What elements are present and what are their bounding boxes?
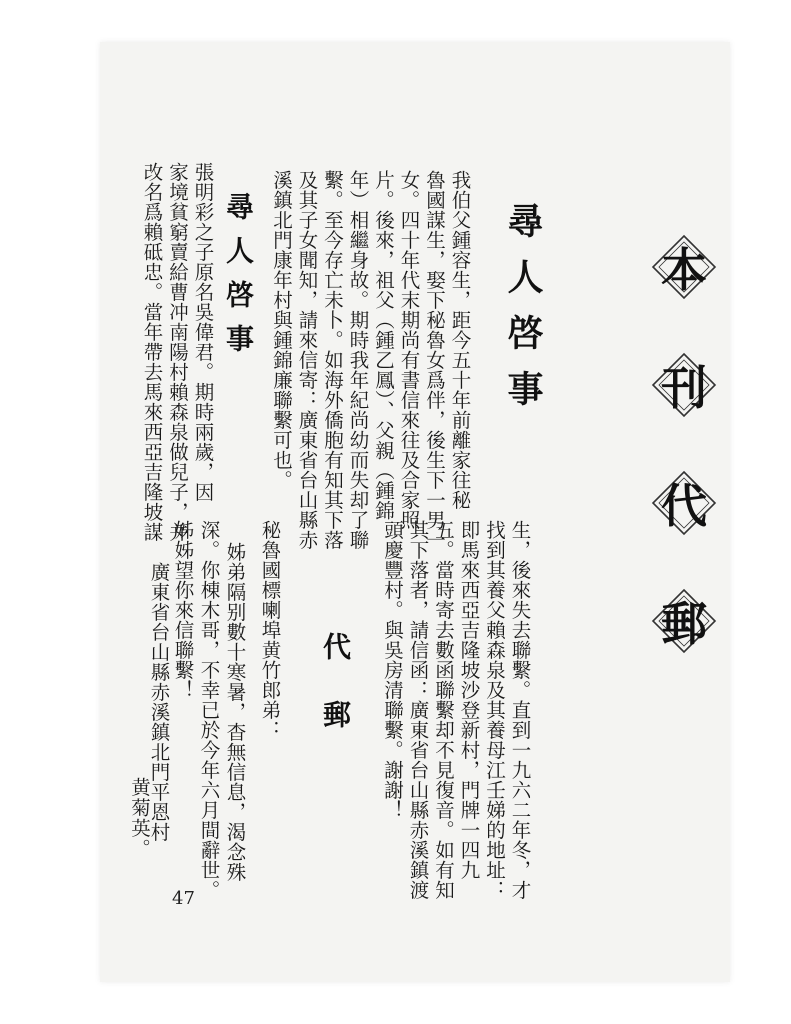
banner-char-text: 郵 [661,597,707,651]
notice2-column: 改名爲賴砥忠。當年帶去馬來西亞吉隆坡謀 [140,162,164,542]
notice2-cont-column: 即馬來西亞吉隆坡沙登新村，門牌一四九 [457,520,481,880]
banner-char-3 [651,470,717,536]
notice1-column: 年）相繼身故。期時我年紀尚幼而失却了聯 [346,170,370,550]
notice2-cont-column: 生，後來失去聯繫。直到一九六二年冬，才 [508,520,532,900]
banner-char-text: 代 [661,479,707,533]
notice2-column: 張明彩之子原名吳偉君。期時兩歲，因 [191,162,215,502]
banner-char-text: 刊 [661,361,707,415]
banner-char-4 [651,588,717,654]
notice1-heading: 尋人啓事 [502,202,544,426]
notice1-column: 我伯父鍾容生，距今五十年前離家往秘 [448,170,472,510]
notice2-cont-column: 頭慶豐村。與吳房清聯繫。謝謝！ [381,520,404,820]
notice1-column: 魯國謀生，娶下秘魯女爲伴，後生下一男一 [423,170,446,550]
notice1-column: 溪鎮北門康年村與鍾錦廉聯繫可也。 [270,170,293,490]
banner-char-2 [651,352,717,418]
letter-column: 廣東省台山縣赤溪鎮北門平恩村 [147,562,171,842]
letter-column: 姊姊望你來信聯繫！ [171,520,195,700]
page-paper [100,42,730,982]
notice2-cont-column: 其下落者，請信函：廣東省台山縣赤溪鎮渡 [406,520,430,900]
notice1-column: 繫。至今存亡未卜。如海外僑胞有知其下落 [321,170,344,550]
notice2-heading: 尋人啓事 [222,192,255,368]
notice1-column: 及其子女聞知，請來信寄：廣東省台山縣赤 [295,170,319,550]
letter-column: 秘魯國標喇埠黄竹郎弟： [258,520,282,740]
notice1-column: 女。四十年代末期尚有書信來往及合家照 [397,170,421,530]
notice1-column: 片。後來，祖父（鍾乙鳳）、父親（鍾錦 [372,170,395,521]
banner-char-text: 本 [661,243,707,297]
page-number: 47 [172,888,195,909]
letter-column: 深。你棟木哥，不幸已於今年六月間辭世。 [197,520,221,900]
letter-column: 姊弟隔别數十寒暑，杳無信息，渴念殊 [223,542,247,882]
banner-char-1 [651,234,717,300]
notice2-cont-column: 五。當時寄去數函聯繫却不見復音。如有知 [432,520,455,900]
notice2-cont-column: 找到其養父賴森泉及其養母江壬娣的地址： [483,520,506,900]
column-banner [645,234,725,664]
notice2-column: 家境貧窮賣給曹冲南陽村賴森泉做兒子，并 [166,162,189,542]
letter-signature: 黄菊英。 [128,777,151,859]
letter-heading: 代郵 [319,632,352,768]
